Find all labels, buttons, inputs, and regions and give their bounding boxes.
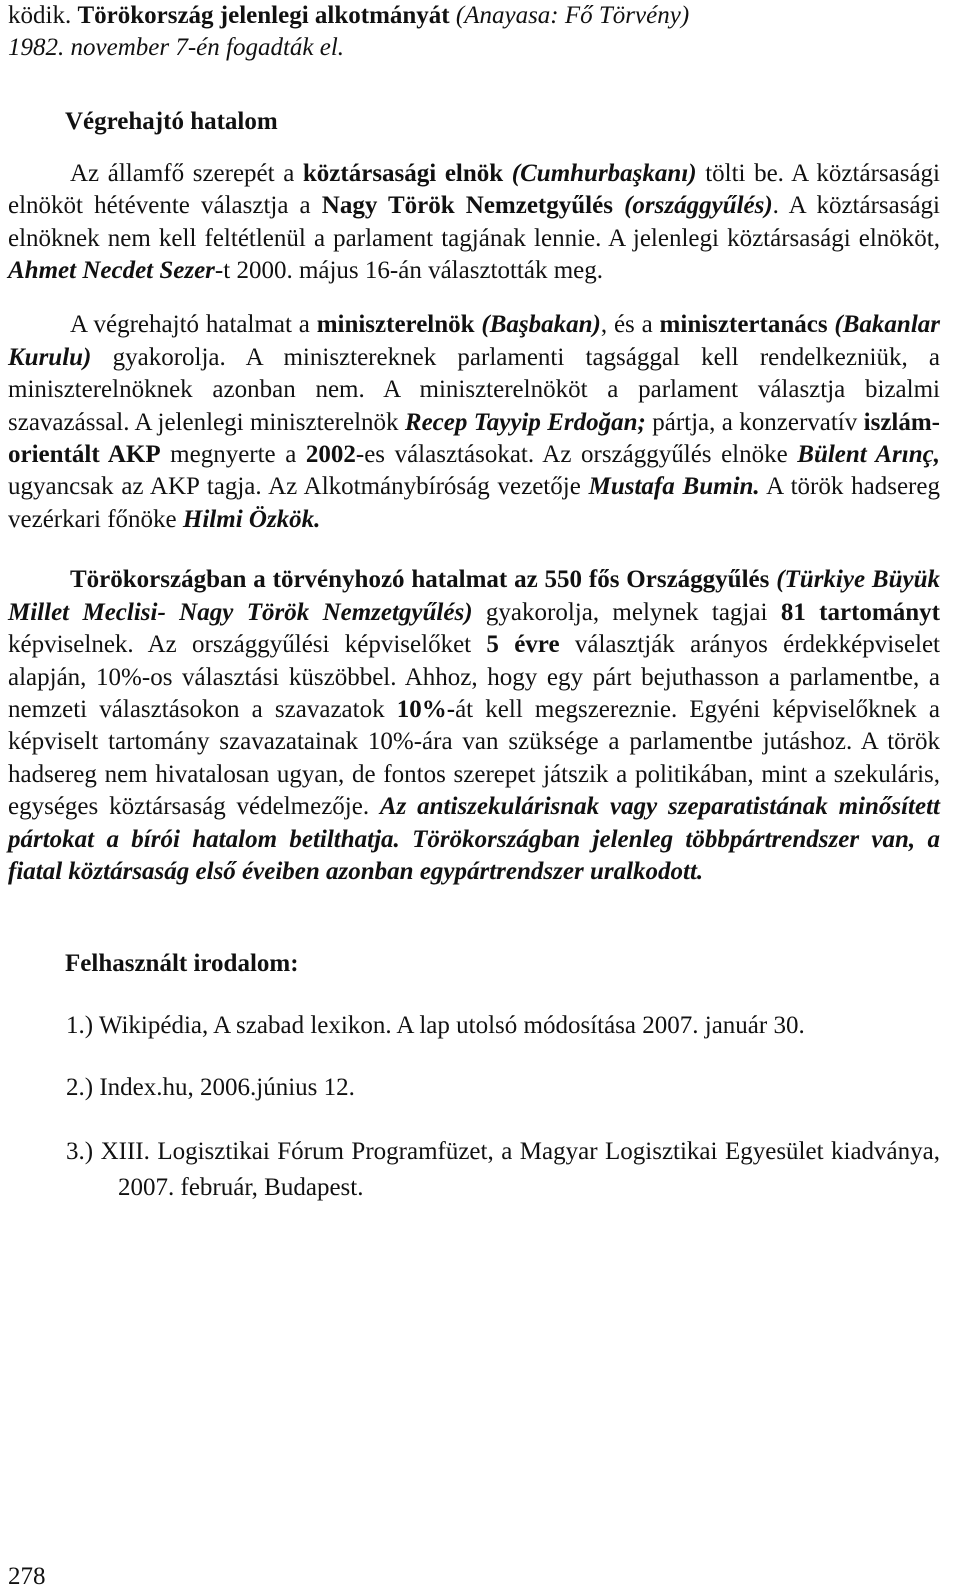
bold-run: 5 évre: [486, 631, 560, 659]
bold-run: 81 tartományt: [780, 598, 940, 626]
text-run: gyakorolja, melynek tagjai: [472, 598, 781, 626]
text-run: tölti be. A köztársasági elnököt hétévente választja a: [8, 159, 940, 220]
intro-italic-date: 1982. november 7-én fogadták el.: [8, 34, 345, 62]
bold-italic-run: Bülent Arınç,: [797, 441, 940, 469]
bold-run: iszlám-orientált AKP: [8, 408, 941, 469]
text-run: [503, 160, 512, 187]
text-run: A török hadsereg vezérkari főnöke: [8, 473, 940, 533]
reference-text: XIII. Logisztikai Fórum Programfüzet, a Magyar Logisztikai Egyesület kiadványa, 2007. február, Budapest.: [100, 1138, 940, 1202]
intro-bold: Törökország jelenlegi alkotmányát: [77, 2, 456, 29]
text-run: gyakorolja. A minisztereknek parlamenti tagsággal kell rendelkezniük, a miniszterelnöknek azonban nem. A miniszterelnököt a parlament választja bizalmi szavazással. A jelenlegi miniszterelnök: [8, 343, 940, 436]
intro-text: ködik.: [8, 2, 78, 29]
text-run: pártja, a konzervatív: [645, 408, 864, 436]
intro-italic: (Anayasa: Fő Törvény): [455, 2, 690, 29]
reference-item: [8, 1070, 940, 1106]
text-run: . A köztársasági elnöknek nem kell feltétlenül a parlament tagjának lennie. A jelenlegi köztársasági elnököt,: [8, 192, 941, 252]
text-run: ugyancsak az AKP tagja. Az Alkotmánybíróság vezetője: [8, 473, 589, 501]
reference-number: 3.): [66, 1138, 94, 1166]
reference-text: Wikipédia, A szabad lexikon. A lap utolsó módosítása 2007. január 30.: [98, 1012, 805, 1040]
reference-number: 2.): [66, 1074, 94, 1102]
reference-list: [8, 1008, 940, 1206]
text-run: megnyerte a: [160, 441, 306, 469]
bold-run: minisztertanács: [659, 311, 828, 339]
bold-run: 10%-: [396, 695, 456, 723]
text-run: át kell megszereznie. Egyéni képviselőknek a képviselt tartomány szavazatainak 10%-ára van szüksége a parlamentbe jutáshoz. A török hadsereg nem hivatalosan ugyan, de fontos szerepet játszik a politikában, mint a szekuláris, egységes köztársaság védelmezője.: [8, 695, 940, 821]
text-run: választják arányos érdekképviselet alapján, 10%-os választási küszöbbel. Ahhoz, hogy egy párt bejuthasson a parlamentbe, a nemzeti választásokon a szavazatok: [8, 631, 941, 723]
bold-italic-run: (Başbakan): [481, 311, 601, 339]
bold-run: 2002: [305, 441, 356, 469]
text-run: Az államfő szerepét a: [70, 159, 303, 187]
text-run: -es választásokat. Az országgyűlés elnöke: [355, 441, 798, 469]
bold-italic-run: (Cumhurbaşkanı): [511, 159, 697, 187]
executive-paragraph-2: [8, 309, 940, 536]
bold-italic-run: Ahmet Necdet Sezer: [8, 257, 215, 285]
bold-italic-run: Mustafa Bumin.: [588, 473, 760, 501]
text-run: -t 2000. május 16-án választották meg.: [214, 257, 604, 285]
bold-italic-run: Az antiszekulárisnak vagy szeparatistának minősített pártokat a bírói hatalom betilthatja. Törökországban jelenleg többpártrendszer van, a fiatal köztársaság első éveiben azonban egypártrendszer uralkodott.: [8, 793, 940, 885]
reference-number: 1.): [66, 1012, 94, 1040]
section-heading-references: Felhasznált irodalom:: [65, 950, 299, 978]
bold-run: köztársasági elnök: [302, 159, 504, 187]
text-run: , és a: [600, 311, 660, 339]
document-page: [8, 0, 940, 1206]
text-run: képviselnek. Az országgyűlési képviselőket: [8, 631, 487, 659]
text-run: [613, 192, 624, 219]
reference-text: Index.hu, 2006.június 12.: [99, 1074, 355, 1102]
bold-run: Törökországban a törvényhozó hatalmat az 550 fős Országgyűlés: [70, 566, 770, 594]
reference-item: [8, 1134, 940, 1206]
bold-run: miniszterelnök: [316, 311, 475, 339]
section-heading-executive: Végrehajtó hatalom: [65, 107, 278, 135]
bold-italic-run: (országgyűlés): [624, 192, 773, 220]
legislative-paragraph: [8, 564, 940, 888]
page-number: 278: [8, 1563, 46, 1590]
executive-paragraph-1: [8, 158, 940, 288]
bold-italic-run: Recep Tayyip Erdoğan;: [404, 408, 646, 436]
reference-item: [8, 1008, 940, 1044]
bold-italic-run: (Bakanlar Kurulu): [8, 311, 941, 371]
text-run: A végrehajtó hatalmat a: [70, 311, 317, 339]
bold-italic-run: Hilmi Özkök.: [182, 505, 321, 533]
bold-run: Nagy Török Nemzetgyűlés: [321, 192, 613, 220]
bold-italic-run: (Türkiye Büyük Millet Meclisi- Nagy Török Nemzetgyűlés): [8, 566, 941, 626]
intro-paragraph: [8, 0, 940, 65]
